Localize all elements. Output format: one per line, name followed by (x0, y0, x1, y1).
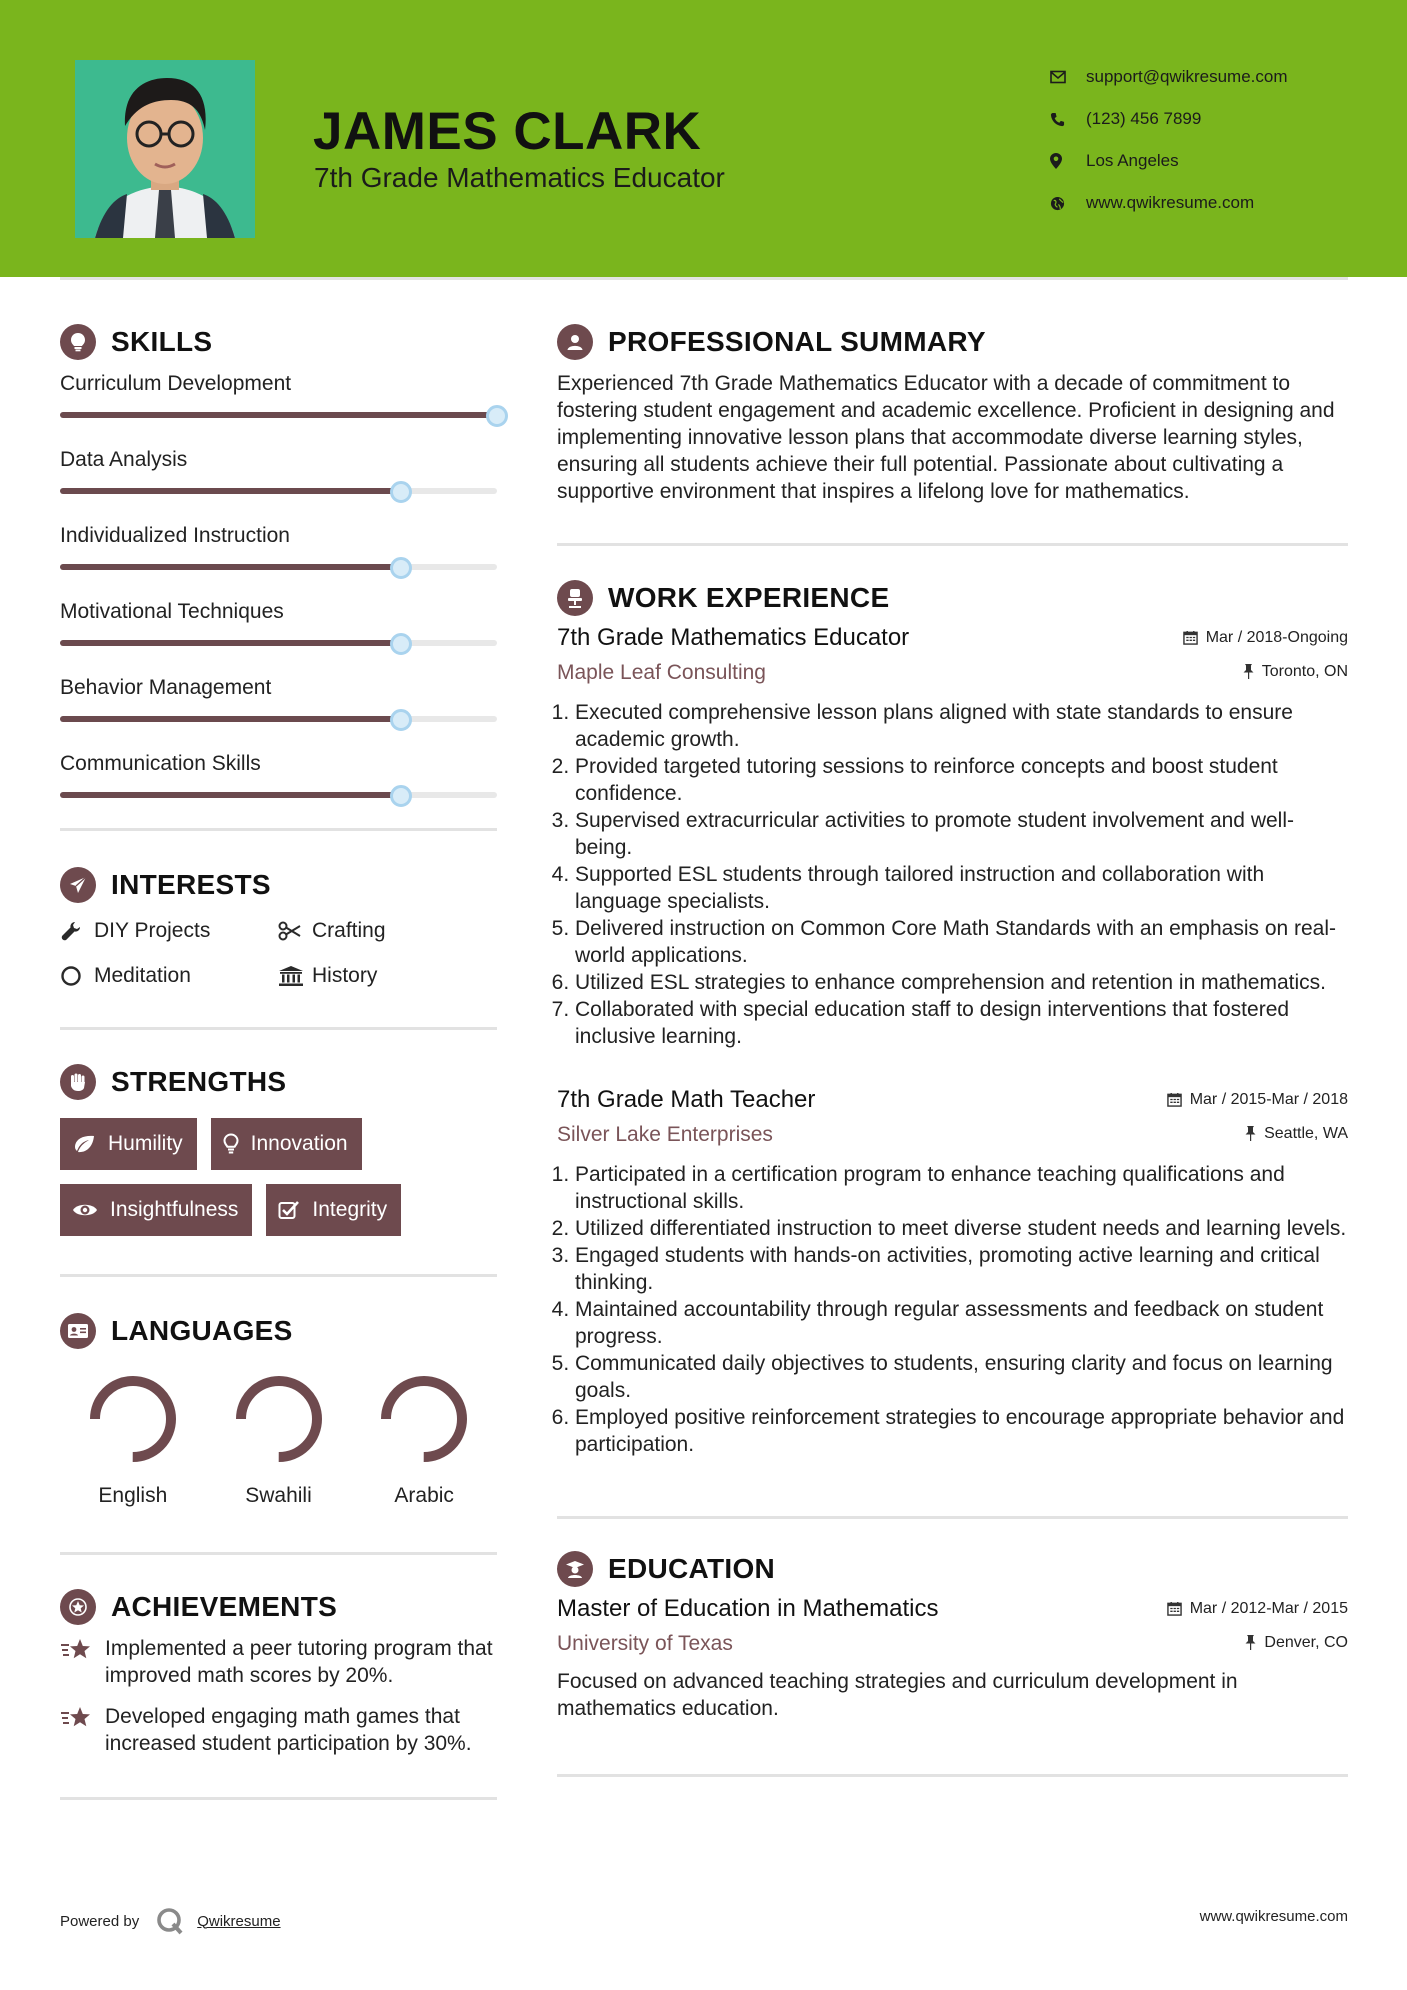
language-level-arc (95, 1381, 171, 1457)
candidate-name: JAMES CLARK (313, 102, 702, 161)
skill-label: Curriculum Development (60, 372, 292, 395)
lightbulb-icon (60, 324, 96, 360)
candidate-title: 7th Grade Mathematics Educator (314, 162, 725, 193)
id-card-icon (60, 1313, 96, 1349)
contact-list (1050, 56, 1288, 224)
achievement-item: Implemented a peer tutoring program that improved math scores by 20%. (60, 1635, 497, 1689)
skill-bar (60, 640, 497, 646)
skill-item (60, 524, 497, 600)
skill-bar-fill (60, 412, 497, 418)
job-bullets (557, 699, 1348, 1050)
map-pin-icon (1050, 153, 1086, 169)
job-bullet: 5. Communicated daily objectives to students, ensuring clarity and focus on learning goals. (575, 1350, 1348, 1404)
skill-level-handle (390, 557, 412, 579)
skill-level-handle (486, 405, 508, 427)
job-entry (557, 624, 1348, 1050)
school-name: University of Texas (557, 1632, 733, 1655)
contact-email[interactable]: support@qwikresume.com (1050, 56, 1288, 98)
skill-level-handle (390, 481, 412, 503)
strength-tag: Insightfulness (60, 1184, 252, 1236)
skill-level-handle (390, 633, 412, 655)
circle-icon (60, 965, 94, 987)
pushpin-icon (1245, 1635, 1256, 1650)
job-bullet: 3. Supervised extracurricular activities to promote student involvement and well-being. (575, 807, 1348, 861)
job-bullet: 6. Employed positive reinforcement strategies to encourage appropriate behavior and participation. (575, 1404, 1348, 1458)
footer-url[interactable]: www.qwikresume.com (1199, 1908, 1348, 1925)
checkbox-icon (278, 1200, 300, 1220)
experience-heading: WORK EXPERIENCE (557, 576, 1348, 620)
museum-icon (278, 965, 312, 987)
qwikresume-logo-icon (155, 1906, 185, 1936)
star-icon (60, 1703, 105, 1757)
language-level-arc (386, 1381, 462, 1457)
job-bullet: 2. Utilized differentiated instruction to meet diverse student needs and learning levels. (575, 1215, 1348, 1242)
skills-list (60, 372, 497, 828)
globe-icon (1050, 196, 1086, 211)
contact-website[interactable]: www.qwikresume.com (1050, 182, 1288, 224)
skill-label: Data Analysis (60, 448, 188, 471)
language-name: Arabic (394, 1484, 454, 1507)
section-divider (60, 1552, 497, 1555)
skills-heading: SKILLS (60, 320, 497, 364)
skill-item (60, 600, 497, 676)
interest-item: History (278, 962, 497, 989)
job-date: Mar / 2018-Ongoing (1183, 629, 1348, 647)
jobs-list (557, 624, 1348, 1458)
skill-item (60, 752, 497, 828)
left-column (60, 320, 497, 1800)
education-location: Denver, CO (1245, 1634, 1348, 1652)
job-title: 7th Grade Mathematics Educator (557, 624, 910, 651)
job-title: 7th Grade Math Teacher (557, 1086, 816, 1113)
profile-photo (75, 60, 255, 238)
envelope-icon (1050, 70, 1086, 84)
job-date: Mar / 2015-Mar / 2018 (1167, 1091, 1348, 1109)
skill-level-handle (390, 709, 412, 731)
strength-tag: Integrity (266, 1184, 401, 1236)
job-bullet: 3. Engaged students with hands-on activities, promoting active learning and critical thinking. (575, 1242, 1348, 1296)
interests-list (60, 917, 497, 989)
scissors-icon (278, 921, 312, 941)
fist-icon (60, 1064, 96, 1100)
company-name: Silver Lake Enterprises (557, 1123, 773, 1146)
education-date: Mar / 2012-Mar / 2015 (1167, 1600, 1348, 1618)
contact-phone[interactable]: (123) 456 7899 (1050, 98, 1288, 140)
skill-bar-fill (60, 488, 401, 494)
contact-location: Los Angeles (1050, 140, 1288, 182)
achievements-heading: ACHIEVEMENTS (60, 1585, 497, 1629)
company-name: Maple Leaf Consulting (557, 661, 766, 684)
job-bullet: 7. Collaborated with special education staff to design interventions that fostered inclusive learning. (575, 996, 1348, 1050)
languages-heading: LANGUAGES (60, 1309, 497, 1353)
section-divider (557, 543, 1348, 546)
pushpin-icon (1243, 664, 1254, 679)
job-bullet: 4. Maintained accountability through regular assessments and feedback on student progress. (575, 1296, 1348, 1350)
education-entry (557, 1595, 1348, 1722)
achievement-item: Developed engaging math games that increased student participation by 30%. (60, 1703, 497, 1757)
skill-label: Individualized Instruction (60, 524, 290, 547)
leaf-icon (72, 1134, 96, 1154)
job-location: Toronto, ON (1243, 663, 1348, 681)
language-level-ring (231, 1371, 327, 1467)
section-divider (60, 1274, 497, 1277)
language-name: Swahili (245, 1484, 312, 1507)
right-column (557, 320, 1348, 1777)
user-icon (557, 324, 593, 360)
job-bullet: 5. Delivered instruction on Common Core Math Standards with an emphasis on real-world applications. (575, 915, 1348, 969)
section-divider (557, 1774, 1348, 1777)
skill-bar-fill (60, 564, 401, 570)
skill-bar-fill (60, 640, 401, 646)
footer (60, 1896, 1348, 1936)
strengths-list (60, 1118, 497, 1236)
skill-label: Motivational Techniques (60, 600, 284, 623)
job-bullet: 4. Supported ESL students through tailored instruction and collaboration with language specialists. (575, 861, 1348, 915)
skill-bar-fill (60, 792, 401, 798)
job-bullets (557, 1161, 1348, 1458)
strengths-heading: STRENGTHS (60, 1060, 497, 1104)
job-bullet: 2. Provided targeted tutoring sessions to reinforce concepts and boost student confidence. (575, 753, 1348, 807)
star-icon (60, 1635, 105, 1689)
language-name: English (98, 1484, 168, 1507)
section-divider (557, 1516, 1348, 1519)
office-chair-icon (557, 580, 593, 616)
job-bullet: 6. Utilized ESL strategies to enhance comprehension and retention in mathematics. (575, 969, 1348, 996)
job-bullet: 1. Executed comprehensive lesson plans aligned with state standards to ensure academic growth. (575, 699, 1348, 753)
skill-bar (60, 716, 497, 722)
calendar-icon (1167, 1092, 1182, 1107)
job-bullet: 1. Participated in a certification program to enhance teaching qualifications and instructional skills. (575, 1161, 1348, 1215)
language-level-arc (241, 1381, 317, 1457)
education-heading: EDUCATION (557, 1547, 1348, 1591)
skill-label: Communication Skills (60, 752, 261, 775)
header-divider (60, 277, 1348, 280)
lightbulb-icon (223, 1133, 239, 1155)
education-description: Focused on advanced teaching strategies and curriculum development in mathematics education. (557, 1670, 1238, 1720)
strength-tag: Humility (60, 1118, 197, 1170)
language-item (60, 1371, 206, 1508)
phone-icon (1050, 112, 1086, 127)
section-divider (60, 1027, 497, 1030)
skill-label: Behavior Management (60, 676, 272, 699)
interest-item: DIY Projects (60, 917, 278, 944)
skill-item (60, 448, 497, 524)
language-level-ring (376, 1371, 472, 1467)
powered-by: Powered by Qwikresume (60, 1906, 281, 1936)
calendar-icon (1167, 1601, 1182, 1616)
skill-bar (60, 564, 497, 570)
qwikresume-link[interactable]: Qwikresume (197, 1912, 281, 1930)
interests-heading: INTERESTS (60, 863, 497, 907)
wrench-icon (60, 920, 94, 942)
skill-bar (60, 792, 497, 798)
language-level-ring (85, 1371, 181, 1467)
degree-title: Master of Education in Mathematics (557, 1595, 939, 1622)
summary-heading: PROFESSIONAL SUMMARY (557, 320, 1348, 364)
job-location: Seattle, WA (1245, 1125, 1348, 1143)
strength-tag: Innovation (211, 1118, 362, 1170)
eye-icon (72, 1201, 98, 1219)
section-divider (60, 1797, 497, 1800)
skill-item (60, 676, 497, 752)
skill-bar (60, 488, 497, 494)
header-banner (0, 0, 1407, 277)
skill-bar-fill (60, 716, 401, 722)
skill-level-handle (390, 785, 412, 807)
job-entry (557, 1086, 1348, 1458)
interest-item: Meditation (60, 962, 278, 989)
language-item (206, 1371, 352, 1508)
summary-text: Experienced 7th Grade Mathematics Educator with a decade of commitment to fostering student engagement and academic excellence. Proficient in designing and implementing innovative lesson plans that accommodate diverse learning styles, ensuring all students achieve their full potential. Passionate about cultivating a supportive environment that inspires a lifelong love for mathematics. (557, 372, 1335, 503)
paper-plane-icon (60, 867, 96, 903)
star-badge-icon (60, 1589, 96, 1625)
interest-item: Crafting (278, 917, 497, 944)
pushpin-icon (1245, 1126, 1256, 1141)
skill-bar (60, 412, 497, 418)
skill-item (60, 372, 497, 448)
section-divider (60, 828, 497, 831)
graduate-icon (557, 1551, 593, 1587)
languages-list (60, 1371, 497, 1508)
language-item (351, 1371, 497, 1508)
calendar-icon (1183, 630, 1198, 645)
